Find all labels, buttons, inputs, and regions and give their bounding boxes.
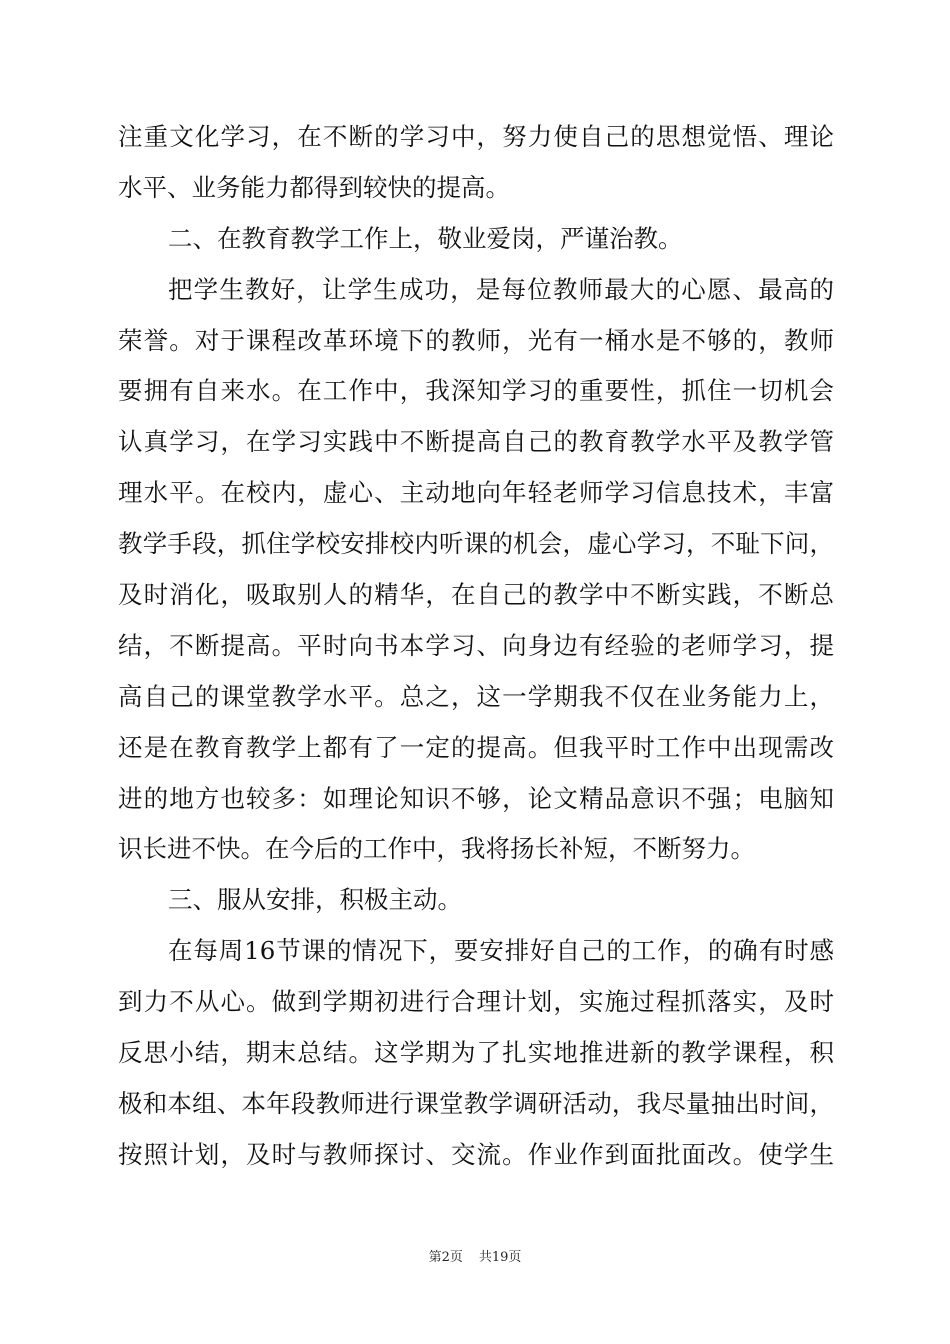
text-line: 要拥有自来水。在工作中，我深知学习的重要性，抓住一切机会 bbox=[118, 376, 834, 406]
text-line: 还是在教育教学上都有了一定的提高。但我平时工作中出现需改 bbox=[118, 732, 834, 762]
document-body bbox=[118, 112, 834, 1181]
text-line: 注重文化学习，在不断的学习中，努力使自己的思想觉悟、理论 bbox=[118, 122, 834, 151]
text-line: 识长进不快。在今后的工作中，我将扬长补短，不断努力。 bbox=[118, 834, 755, 864]
text-line: 及时消化，吸取别人的精华，在自己的教学中不断实践，不断总 bbox=[118, 580, 834, 610]
text-line: 认真学习，在学习实践中不断提高自己的教育教学水平及教学管 bbox=[118, 427, 834, 457]
page-number: 第2页 bbox=[428, 1250, 463, 1265]
text-line: 把学生教好，让学生成功，是每位教师最大的心愿、最高的 bbox=[168, 274, 834, 304]
text-line: 高自己的课堂教学水平。总之，这一学期我不仅在业务能力上， bbox=[118, 681, 834, 711]
text-line: 荣誉。对于课程改革环境下的教师，光有一桶水是不够的，教师 bbox=[118, 325, 834, 355]
text-line: 教学手段，抓住学校安排校内听课的机会，虚心学习，不耻下问， bbox=[118, 529, 834, 559]
page-footer bbox=[0, 1246, 950, 1265]
text-line: 到力不从心。做到学期初进行合理计划，实施过程抓落实，及时 bbox=[118, 987, 834, 1017]
text-line: 极和本组、本年段教师进行课堂教学调研活动，我尽量抽出时间， bbox=[118, 1088, 834, 1118]
section-heading: 三、服从安排，积极主动。 bbox=[168, 885, 462, 915]
text-line: 按照计划，及时与教师探讨、交流。作业作到面批面改。使学生 bbox=[118, 1139, 834, 1169]
text-line: 在每周16节课的情况下，要安排好自己的工作，的确有时感 bbox=[168, 936, 834, 966]
section-heading: 二、在教育教学工作上，敬业爱岗，严谨治教。 bbox=[168, 223, 683, 253]
page-total: 共19页 bbox=[478, 1250, 522, 1265]
text-line: 反思小结，期末总结。这学期为了扎实地推进新的教学课程，积 bbox=[118, 1038, 834, 1068]
text-line: 结，不断提高。平时向书本学习、向身边有经验的老师学习，提 bbox=[118, 630, 834, 660]
text-line: 水平、业务能力都得到较快的提高。 bbox=[118, 172, 510, 202]
text-line: 理水平。在校内，虚心、主动地向年轻老师学习信息技术，丰富 bbox=[118, 478, 834, 508]
text-line: 进的地方也较多：如理论知识不够，论文精品意识不强；电脑知 bbox=[118, 783, 834, 813]
